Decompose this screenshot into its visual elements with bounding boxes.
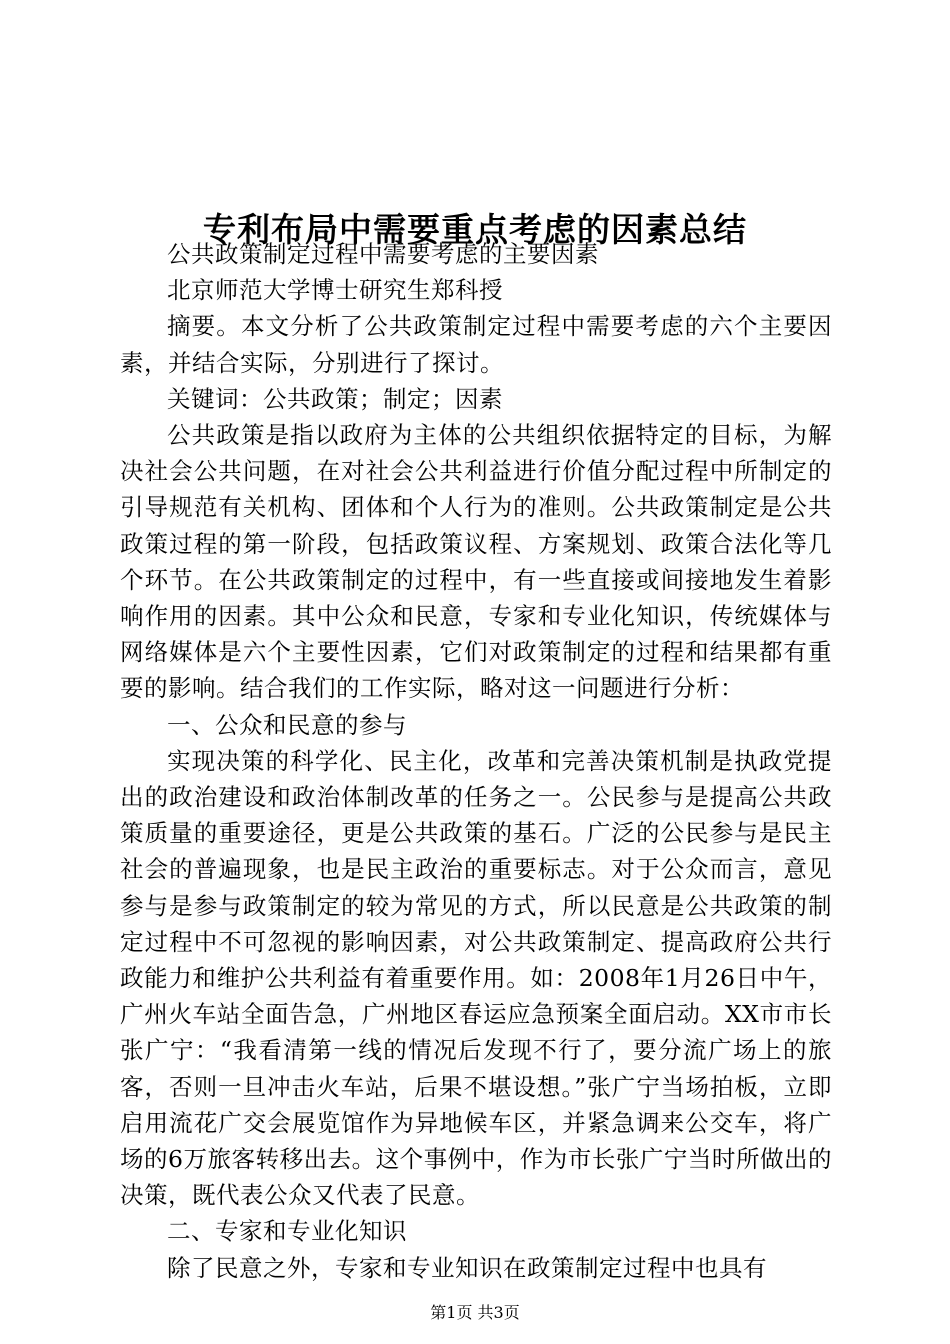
abstract-paragraph: 摘要。本文分析了公共政策制定过程中需要考虑的六个主要因素，并结合实际，分别进行了探讨。 xyxy=(120,312,832,377)
section-1-paragraph: 实现决策的科学化、民主化，改革和完善决策机制是执政党提出的政治建设和政治体制改革的任务之一。公民参与是提高公共政策质量的重要途径，更是公共政策的基石。广泛的公民参与是民主社会的普遍现象，也是民主政治的重要标志。对于公众而言，意见参与是参与政策制定的较为常见的方式，所以民意是公共政策的制定过程中不可忽视的影响因素，对公共政策制定、提高政府公共行政能力和维护公共利益有着重要作用。如：2008年1月26日中午，广州火车站全面告急，广州地区春运应急预案全面启动。XX市市长张广宁：“我看清第一线的情况后发现不行了，要分流广场上的旅客，否则一旦冲击火车站，后果不堪设想。”张广宁当场拍板，立即启用流花广交会展览馆作为异地候车区，并紧急调来公交车，将广场的6万旅客转移出去。这个事例中，作为市长张广宁当时所做出的决策，既代表公众又代表了民意。 xyxy=(120,746,832,1210)
section-heading-1: 一、公众和民意的参与 xyxy=(167,710,407,739)
section-heading-2: 二、专家和专业化知识 xyxy=(167,1217,407,1246)
keywords-paragraph: 关键词：公共政策；制定；因素 xyxy=(167,384,503,413)
section-2-paragraph: 除了民意之外，专家和专业知识在政策制定过程中也具有 xyxy=(167,1253,767,1282)
document-body xyxy=(120,236,832,1286)
author-paragraph: 北京师范大学博士研究生郑科授 xyxy=(167,276,503,305)
document-title: 专利布局中需要重点考虑的因素总结 xyxy=(203,210,747,250)
intro-paragraph: 公共政策是指以政府为主体的公共组织依据特定的目标，为解决社会公共问题，在对社会公共利益进行价值分配过程中所制定的引导规范有关机构、团体和个人行为的准则。公共政策制定是公共政策过程的第一阶段，包括政策议程、方案规划、政策合法化等几个环节。在公共政策制定的过程中，有一些直接或间接地发生着影响作用的因素。其中公众和民意，专家和专业化知识，传统媒体与网络媒体是六个主要性因素，它们对政策制定的过程和结果都有重要的影响。结合我们的工作实际，略对这一问题进行分析： xyxy=(120,421,832,703)
subtitle-paragraph: 公共政策制定过程中需要考虑的主要因素 xyxy=(167,240,599,268)
page-footer: 第1页 共3页 xyxy=(430,1303,520,1322)
